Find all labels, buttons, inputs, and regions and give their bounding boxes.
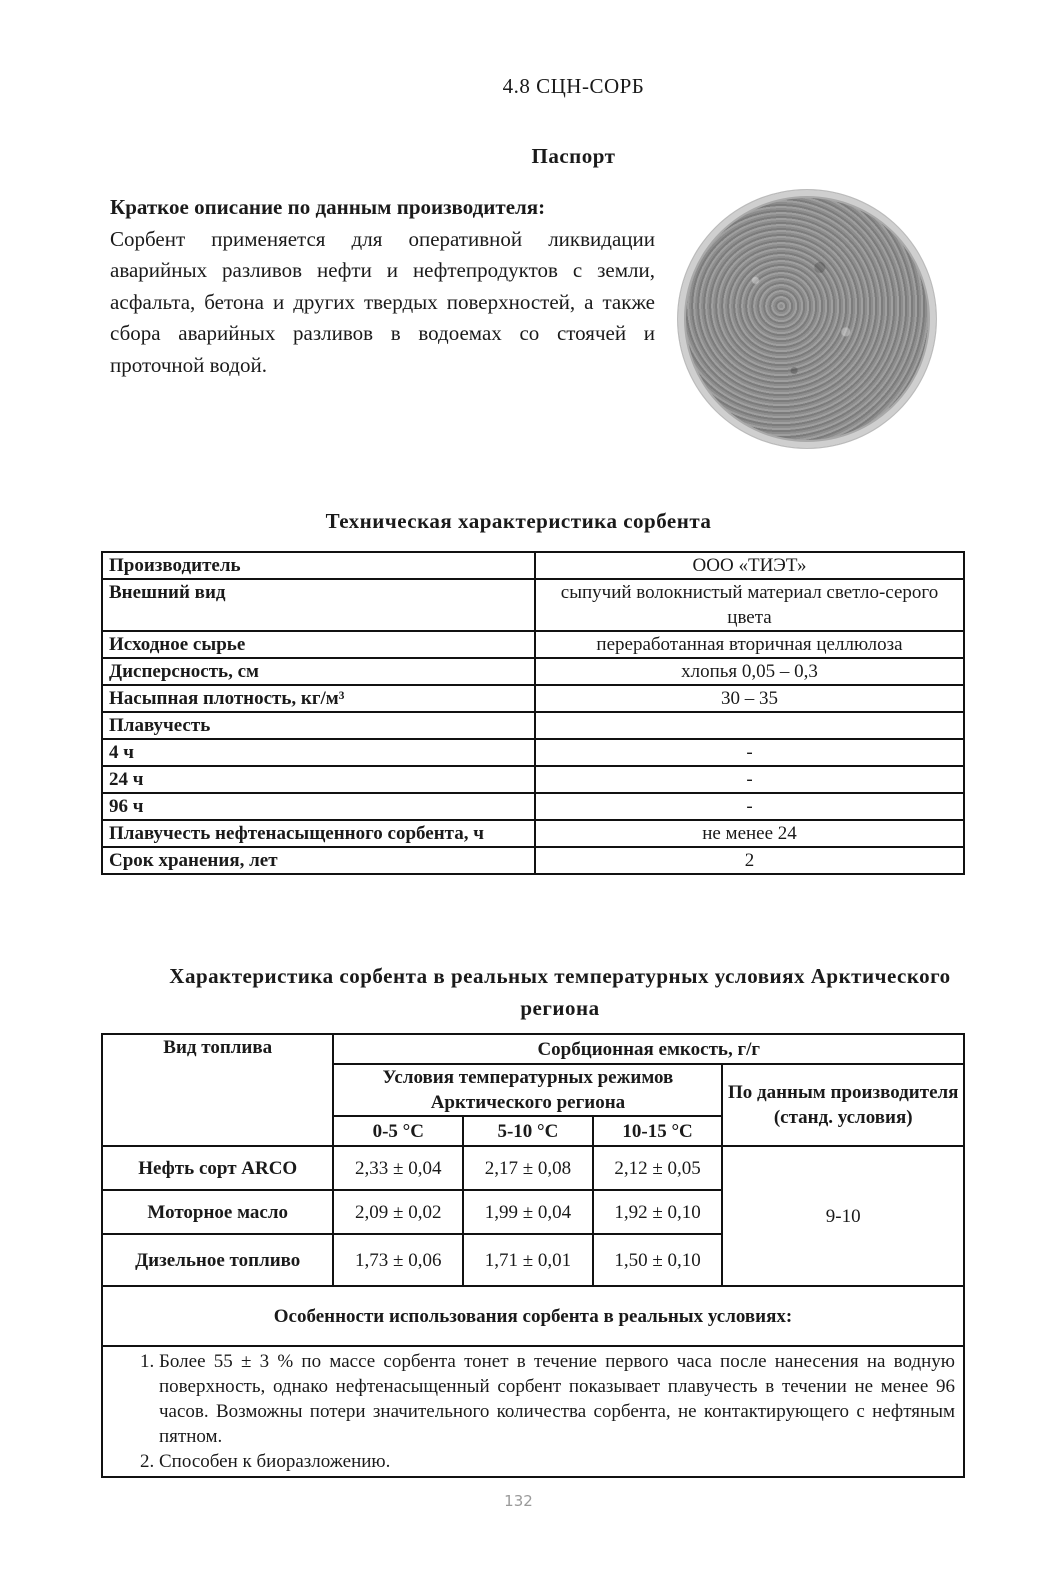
fuel-column-header: Вид топлива xyxy=(102,1034,333,1146)
tech-label: Дисперсность, см xyxy=(102,658,535,685)
capacity-value: 1,71 ± 0,01 xyxy=(463,1234,593,1286)
feature-item: 2. Способен к биоразложению. xyxy=(159,1449,955,1474)
tech-row xyxy=(102,685,964,712)
fuel-name: Моторное масло xyxy=(102,1190,333,1234)
fuel-name: Нефть сорт ARCO xyxy=(102,1146,333,1190)
sorbent-photo xyxy=(678,190,936,448)
tech-table-title: Техническая характеристика сорбента xyxy=(325,509,712,533)
features-list xyxy=(111,1349,955,1474)
tech-label: Производитель xyxy=(102,552,535,579)
capacity-value: 1,99 ± 0,04 xyxy=(463,1190,593,1234)
passport-heading xyxy=(0,144,1037,169)
tech-label: 4 ч xyxy=(102,739,535,766)
tech-value: - xyxy=(535,739,964,766)
temp-header: 10-15 °С xyxy=(593,1116,723,1146)
arctic-table xyxy=(101,1033,965,1478)
tech-value: хлопья 0,05 – 0,3 xyxy=(535,658,964,685)
arctic-table-title xyxy=(150,960,970,1024)
section-heading xyxy=(0,74,1037,99)
tech-label: Срок хранения, лет xyxy=(102,847,535,874)
tech-row xyxy=(102,739,964,766)
features-title: Особенности использования сорбента в реальных условиях: xyxy=(102,1286,964,1346)
manufacturer-column-header: По данным производителя (станд. условия) xyxy=(722,1064,964,1146)
tech-label: 24 ч xyxy=(102,766,535,793)
capacity-value: 2,09 ± 0,02 xyxy=(333,1190,463,1234)
tech-row xyxy=(102,552,964,579)
tech-value: переработанная вторичная целлюлоза xyxy=(535,631,964,658)
capacity-value: 1,73 ± 0,06 xyxy=(333,1234,463,1286)
tech-row xyxy=(102,712,964,739)
manufacturer-value: 9-10 xyxy=(722,1146,964,1286)
features-cell xyxy=(102,1346,964,1477)
capacity-value: 2,12 ± 0,05 xyxy=(593,1146,723,1190)
tech-label: Плавучесть нефтенасыщенного сорбента, ч xyxy=(102,820,535,847)
tech-value: не менее 24 xyxy=(535,820,964,847)
passport-heading-text: Паспорт xyxy=(531,144,616,168)
tech-value: 2 xyxy=(535,847,964,874)
intro-heading: Краткое описание по данным производителя: xyxy=(110,195,546,219)
conditions-column-header: Условия температурных режимов Арктического региона xyxy=(333,1064,722,1116)
tech-value: 30 – 35 xyxy=(535,685,964,712)
tech-label: Насыпная плотность, кг/м³ xyxy=(102,685,535,712)
tech-label: Плавучесть xyxy=(102,712,535,739)
section-heading-text: 4.8 СЦН-СОРБ xyxy=(502,74,645,98)
tech-row xyxy=(102,820,964,847)
tech-table xyxy=(101,551,965,875)
capacity-value: 1,50 ± 0,10 xyxy=(593,1234,723,1286)
tech-value xyxy=(535,712,964,739)
temp-header: 5-10 °С xyxy=(463,1116,593,1146)
tech-row xyxy=(102,579,964,631)
tech-value: - xyxy=(535,766,964,793)
capacity-value: 2,33 ± 0,04 xyxy=(333,1146,463,1190)
page-number: 132 xyxy=(504,1492,533,1510)
tech-row xyxy=(102,847,964,874)
feature-item: 1. Более 55 ± 3 % по массе сорбента тонет в течение первого часа после нанесения на водную поверхность, однако нефтенасыщенный сорбент показывает плавучесть в течении не менее 96 часов. Возможны потери значительного количества сорбента, не контактирующего с нефтяным пятном. xyxy=(159,1349,955,1449)
capacity-value: 1,92 ± 0,10 xyxy=(593,1190,723,1234)
tech-row xyxy=(102,658,964,685)
tech-value: сыпучий волокнистый материал светло-серого цвета xyxy=(535,579,964,631)
tech-label: Исходное сырье xyxy=(102,631,535,658)
intro-text: Сорбент применяется для оперативной ликвидации аварийных разливов нефти и нефтепродуктов с земли, асфальта, бетона и других твердых поверхностей, а также сбора аварийных разливов в водоемах со стоячей и проточной водой. xyxy=(110,226,655,377)
tech-value: ООО «ТИЭТ» xyxy=(535,552,964,579)
tech-label: Внешний вид xyxy=(102,579,535,631)
tech-label: 96 ч xyxy=(102,793,535,820)
tech-row xyxy=(102,631,964,658)
tech-row xyxy=(102,793,964,820)
fuel-name: Дизельное топливо xyxy=(102,1234,333,1286)
capacity-column-header: Сорбционная емкость, г/г xyxy=(333,1034,964,1064)
tech-row xyxy=(102,766,964,793)
intro-block xyxy=(110,192,655,381)
arctic-table-title-text: Характеристика сорбента в реальных температурных условиях Арктического региона xyxy=(169,964,951,1020)
temp-header: 0-5 °С xyxy=(333,1116,463,1146)
tech-value: - xyxy=(535,793,964,820)
capacity-value: 2,17 ± 0,08 xyxy=(463,1146,593,1190)
